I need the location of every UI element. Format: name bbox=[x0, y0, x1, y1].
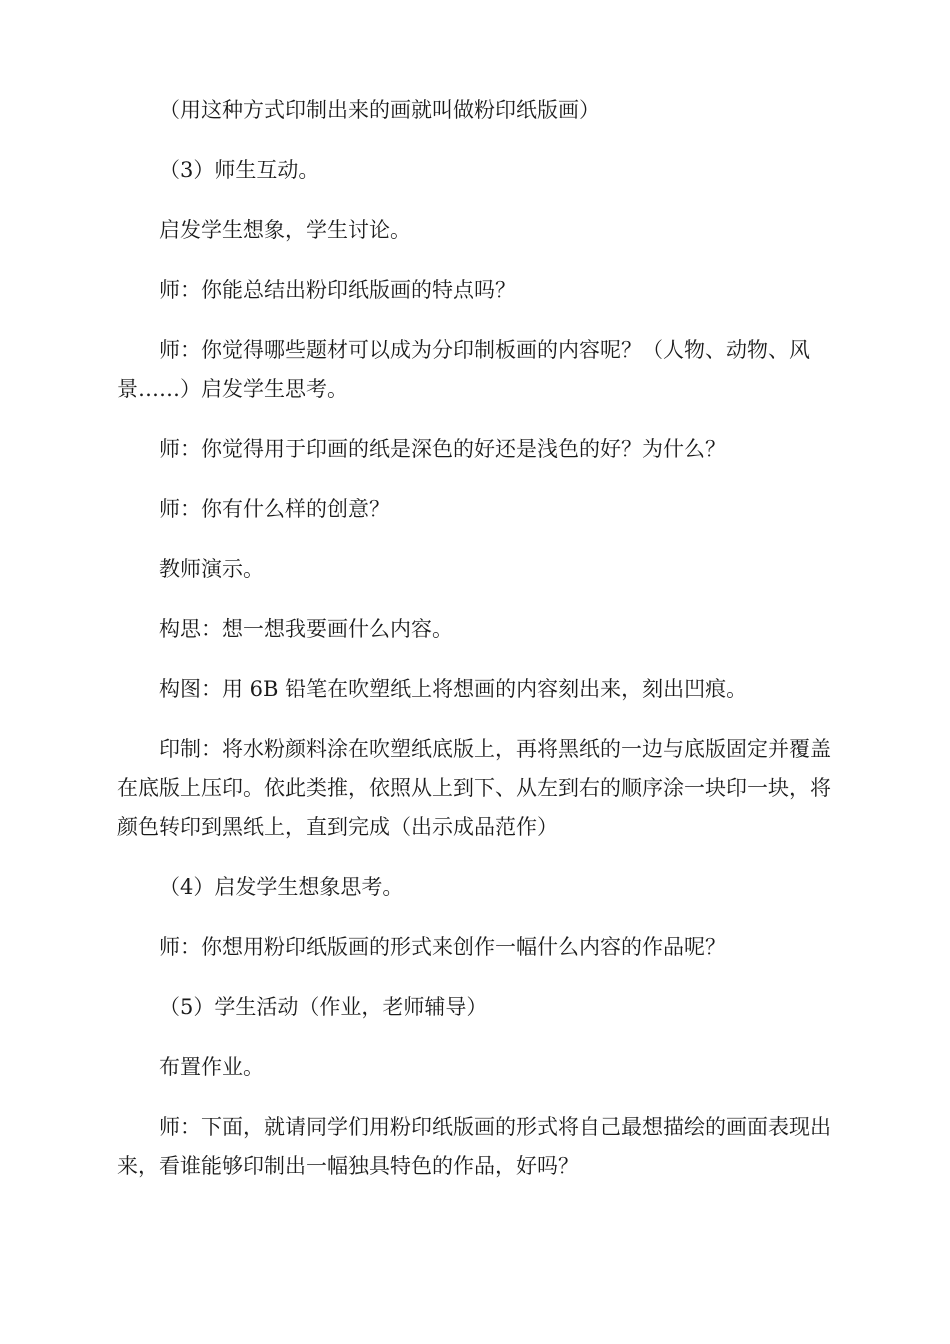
paragraph-concept: 构思：想一想我要画什么内容。 bbox=[159, 617, 453, 641]
paragraph-printing: 印制：将水粉颜料涂在吹塑纸底版上，再将黑纸的一边与底版固定并覆盖在底版上压印。依此类推，依照从上到下、从左到右的顺序涂一块印一块，将颜色转印到黑纸上，直到完成（出示成品范作） bbox=[117, 737, 831, 839]
paragraph-intro-note: （用这种方式印制出来的画就叫做粉印纸版画） bbox=[159, 98, 600, 122]
paragraph-question-paper-color: 师：你觉得用于印画的纸是深色的好还是浅色的好？为什么？ bbox=[159, 437, 726, 461]
paragraph-composition: 构图：用 6B 铅笔在吹塑纸上将想画的内容刻出来，刻出凹痕。 bbox=[159, 677, 748, 701]
paragraph-question-work: 师：你想用粉印纸版画的形式来创作一幅什么内容的作品呢？ bbox=[159, 935, 726, 959]
paragraph-question-creativity: 师：你有什么样的创意？ bbox=[159, 497, 390, 521]
paragraph-discussion: 启发学生想象，学生讨论。 bbox=[159, 218, 411, 242]
paragraph-question-features: 师：你能总结出粉印纸版画的特点吗？ bbox=[159, 278, 516, 302]
paragraph-assignment: 布置作业。 bbox=[159, 1055, 264, 1079]
paragraph-closing: 师：下面，就请同学们用粉印纸版画的形式将自己最想描绘的画面表现出来，看谁能够印制出一幅独具特色的作品，好吗？ bbox=[117, 1115, 831, 1178]
document-body bbox=[117, 91, 833, 1207]
paragraph-teacher-demo: 教师演示。 bbox=[159, 557, 264, 581]
paragraph-step-5-heading: （5）学生活动（作业，老师辅导） bbox=[159, 995, 488, 1019]
paragraph-question-subjects: 师：你觉得哪些题材可以成为分印制板画的内容呢？（人物、动物、风景……）启发学生思考。 bbox=[117, 338, 810, 401]
paragraph-step-4-heading: （4）启发学生想象思考。 bbox=[159, 875, 404, 899]
paragraph-step-3-heading: （3）师生互动。 bbox=[159, 158, 320, 182]
